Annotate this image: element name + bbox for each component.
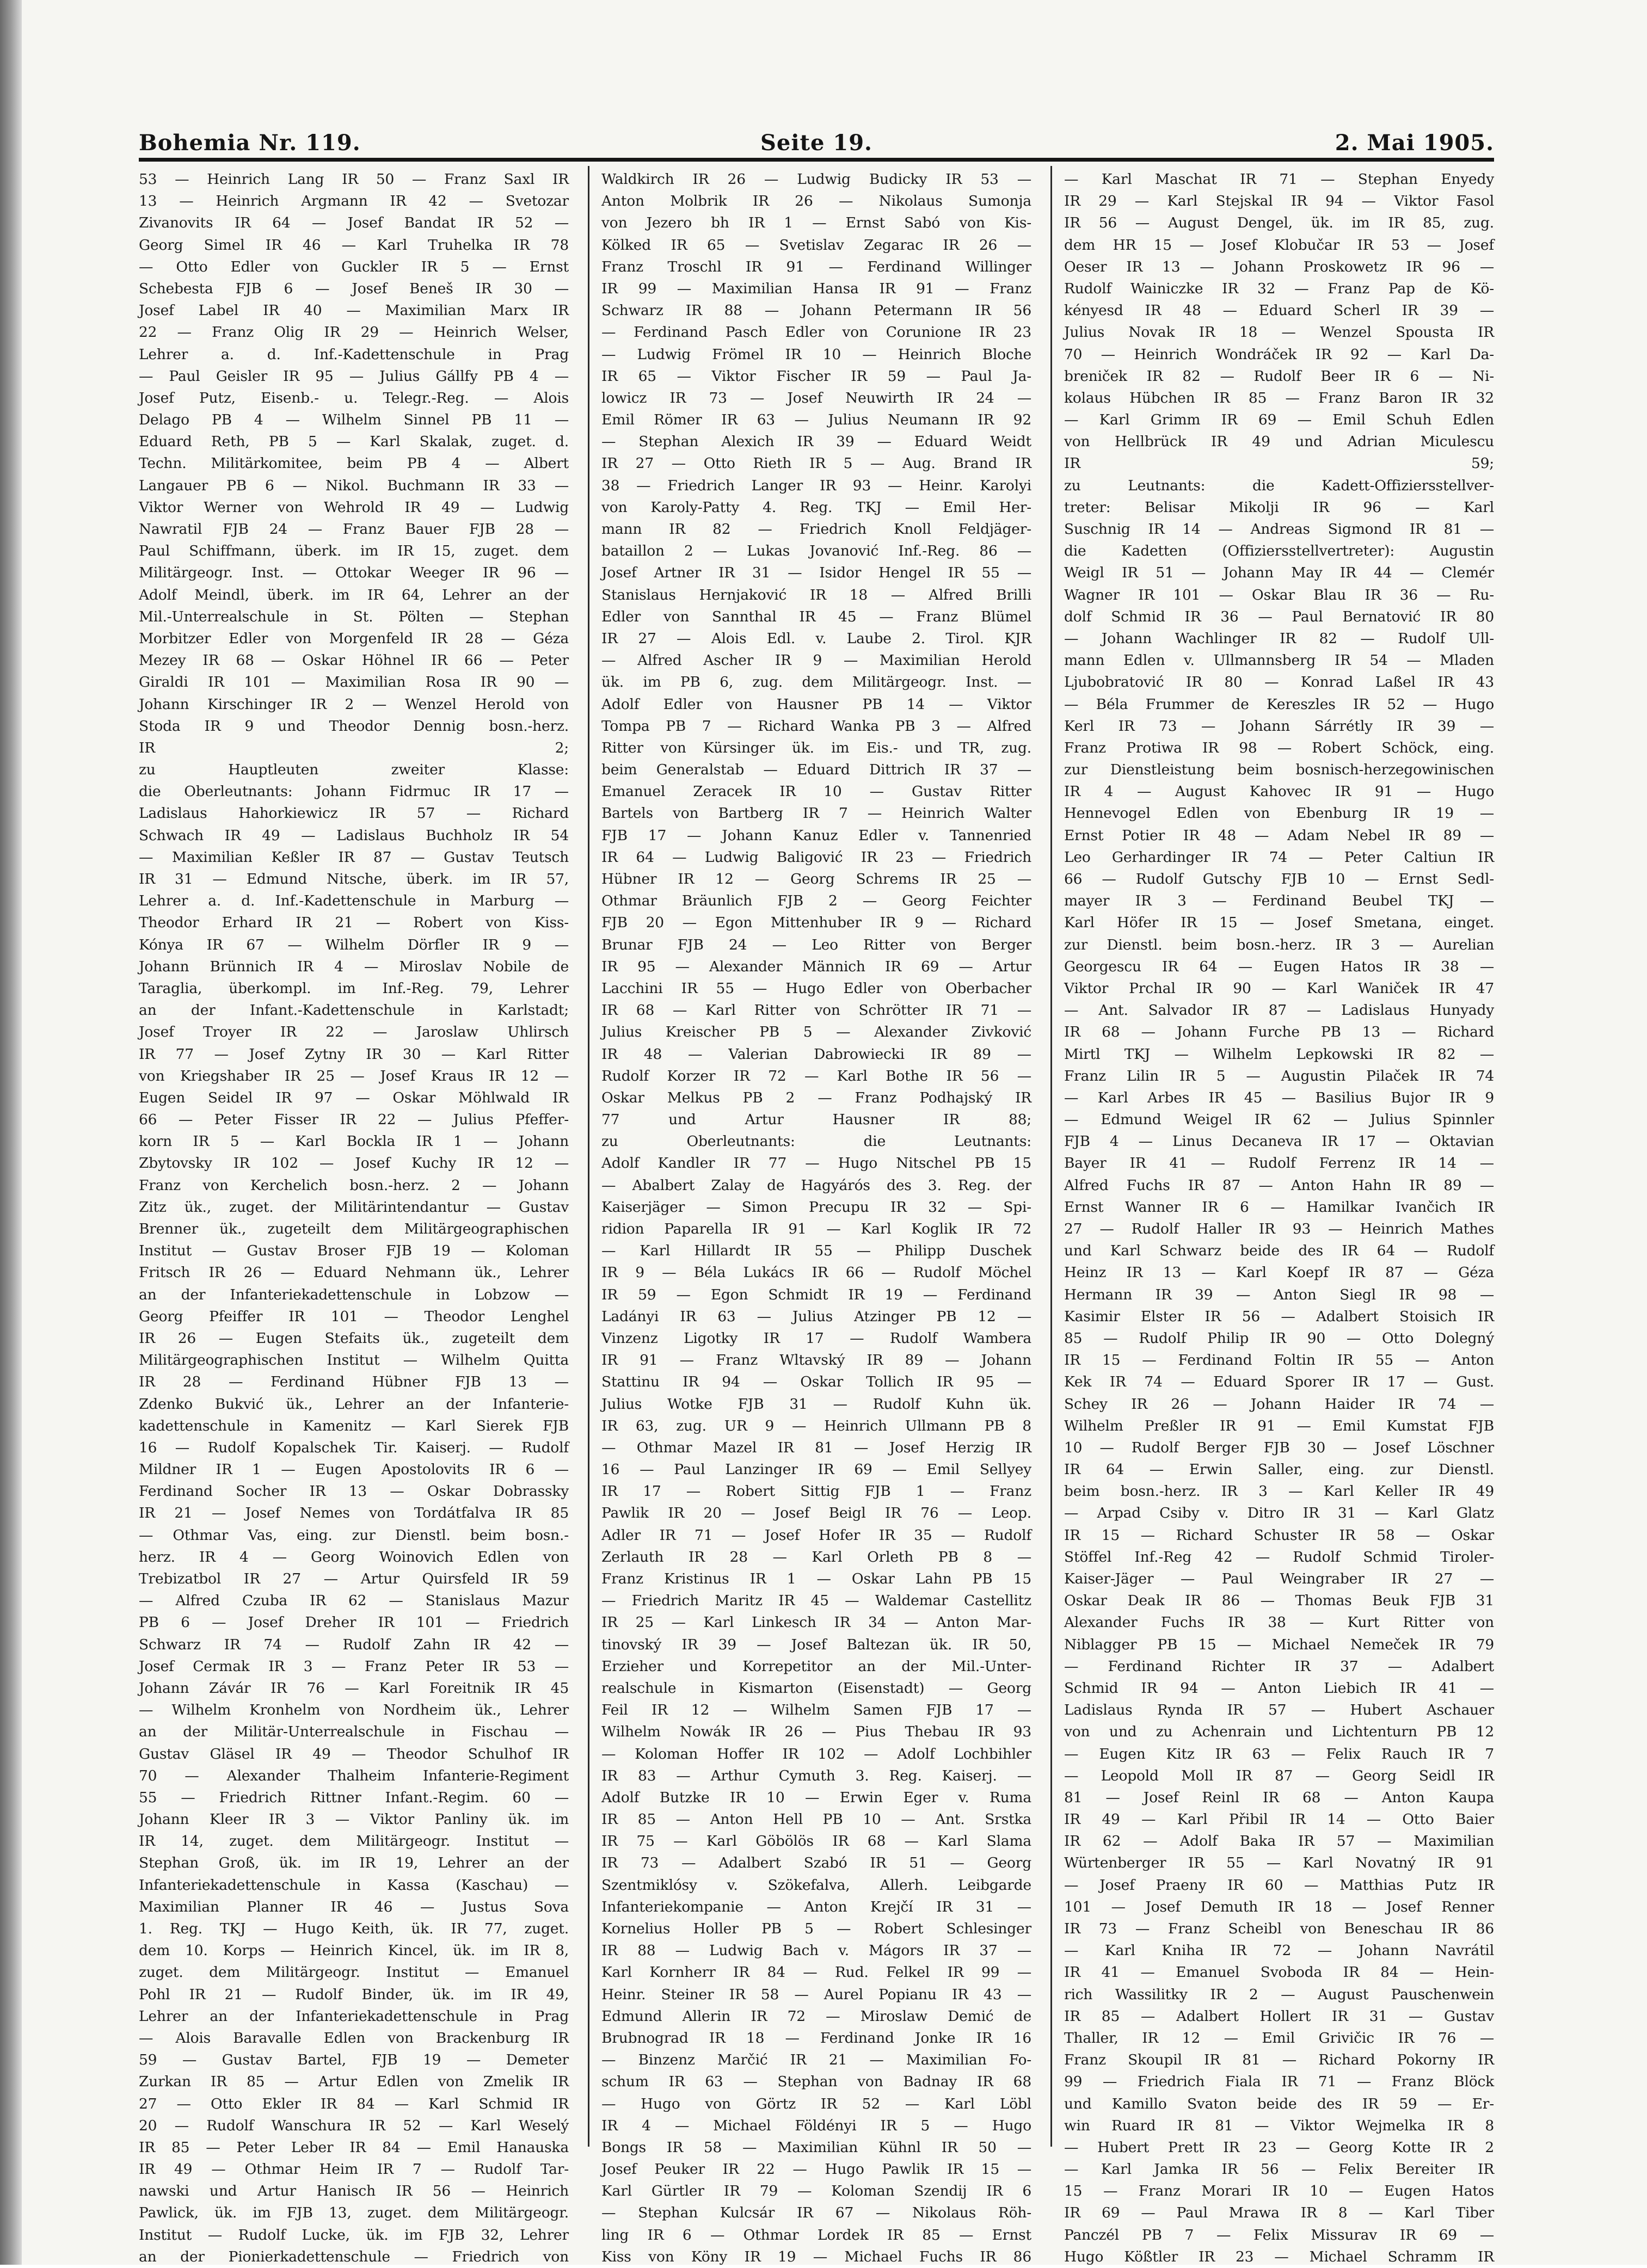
text-line: an der Infanteriekadettenschule in Lobzow —: [139, 1286, 569, 1303]
text-line: — Karl Hillardt IR 55 — Philipp Duschek: [601, 1242, 1031, 1260]
text-line: 99 — Friedrich Fiala IR 71 — Franz Blöck: [1064, 2073, 1494, 2091]
text-line: von Hellbrück IR 49 und Adrian Miculescu: [1064, 433, 1494, 451]
text-line: Schwarz IR 74 — Rudolf Zahn IR 42 —: [139, 1636, 569, 1653]
text-line: beim Generalstab — Eduard Dittrich IR 37 —: [601, 761, 1031, 779]
text-line: IR 64 — Ludwig Baligović IR 23 — Friedrich: [601, 848, 1031, 866]
text-line: Karl Gürtler IR 79 — Koloman Szendij IR 6: [601, 2183, 1031, 2200]
scan-edge: [0, 0, 22, 2265]
text-line: Edmund Allerin IR 72 — Miroslaw Demić de: [601, 2007, 1031, 2025]
text-line: Georg Simel IR 46 — Karl Truhelka IR 78: [139, 236, 569, 254]
text-line: realschule in Kismarton (Eisenstadt) — Georg: [601, 1679, 1031, 1697]
text-line: Ladislaus Hahorkiewicz IR 57 — Richard: [139, 805, 569, 822]
text-line: Josef Artner IR 31 — Isidor Hengel IR 55 —: [601, 564, 1031, 582]
text-line: Taraglia, überkompl. im Inf.-Reg. 79, Lehrer: [139, 979, 569, 997]
text-line: Kerl IR 73 — Johann Sárrétly IR 39 —: [1064, 717, 1494, 735]
text-line: nawski und Artur Hanisch IR 56 — Heinrich: [139, 2183, 569, 2200]
text-line: win Ruard IR 81 — Viktor Wejmelka IR 8: [1064, 2117, 1494, 2134]
text-line: von und zu Achenrain und Lichtenturn PB 12: [1064, 1723, 1494, 1741]
text-line: 13 — Heinrich Argmann IR 42 — Svetozar: [139, 193, 569, 210]
text-line: IR 59;: [1064, 455, 1494, 472]
text-line: Giraldi IR 101 — Maximilian Rosa IR 90 —: [139, 674, 569, 691]
text-line: dolf Schmid IR 36 — Paul Bernatović IR 80: [1064, 608, 1494, 625]
text-line: Kek IR 74 — Eduard Sporer IR 17 — Gust.: [1064, 1373, 1494, 1391]
text-line: — Leopold Moll IR 87 — Georg Seidl IR: [1064, 1767, 1494, 1784]
text-line: 101 — Josef Demuth IR 18 — Josef Renner: [1064, 1898, 1494, 1915]
text-line: mayer IR 3 — Ferdinand Beubel TKJ —: [1064, 892, 1494, 910]
text-line: Hermann IR 39 — Anton Siegl IR 98 —: [1064, 1286, 1494, 1303]
text-line: — Ant. Salvador IR 87 — Ladislaus Hunyady: [1064, 1002, 1494, 1019]
text-line: Delago PB 4 — Wilhelm Sinnel PB 11 —: [139, 411, 569, 429]
text-line: IR 56 — August Dengel, ük. im IR 85, zug.: [1064, 214, 1494, 232]
text-line: IR 85 — Anton Hell PB 10 — Ant. Srstka: [601, 1811, 1031, 1828]
text-line: Hennevogel Edlen von Ebenburg IR 19 —: [1064, 805, 1494, 822]
text-line: IR 63, zug. UR 9 — Heinrich Ullmann PB 8: [601, 1417, 1031, 1434]
text-line: Stanislaus Hernjaković IR 18 — Alfred Brilli: [601, 586, 1031, 603]
text-line: IR 4 — Michael Földényi IR 5 — Hugo: [601, 2117, 1031, 2134]
text-line: IR 73 — Adalbert Szabó IR 51 — Georg: [601, 1854, 1031, 1872]
text-line: Kónya IR 67 — Wilhelm Dörfler IR 9 —: [139, 936, 569, 953]
text-line: 10 — Rudolf Berger FJB 30 — Josef Löschner: [1064, 1439, 1494, 1456]
text-line: IR 25 — Karl Linkesch IR 34 — Anton Mar-: [601, 1614, 1031, 1631]
text-line: Kölked IR 65 — Svetislav Zegarac IR 26 —: [601, 236, 1031, 254]
text-line: IR 68 — Karl Ritter von Schrötter IR 71 —: [601, 1002, 1031, 1019]
text-line: IR 62 — Adolf Baka IR 57 — Maximilian: [1064, 1833, 1494, 1850]
text-line: Franz Protiwa IR 98 — Robert Schöck, eing.: [1064, 739, 1494, 756]
text-line: Würtenberger IR 55 — Karl Novatný IR 91: [1064, 1854, 1494, 1872]
text-line: Lehrer a. d. Inf.-Kadettenschule in Prag: [139, 346, 569, 363]
text-line: rich Wassilitky IR 2 — August Pauschenwein: [1064, 1986, 1494, 2003]
text-line: 66 — Peter Fisser IR 22 — Julius Pfeffer-: [139, 1111, 569, 1129]
text-line: IR 88 — Ludwig Bach v. Mágors IR 37 —: [601, 1942, 1031, 1959]
text-line: Nawratil FJB 24 — Franz Bauer FJB 28 —: [139, 521, 569, 538]
text-line: 77 und Artur Hausner IR 88;: [601, 1111, 1031, 1129]
text-line: IR 29 — Karl Stejskal IR 94 — Viktor Fasol: [1064, 193, 1494, 210]
text-line: Vinzenz Ligotky IR 17 — Rudolf Wambera: [601, 1329, 1031, 1347]
text-line: Franz Troschl IR 91 — Ferdinand Willinger: [601, 258, 1031, 275]
text-line: Adler IR 71 — Josef Hofer IR 35 — Rudolf: [601, 1526, 1031, 1544]
text-line: Leo Gerhardinger IR 74 — Peter Caltiun IR: [1064, 848, 1494, 866]
text-line: Waldkirch IR 26 — Ludwig Budicky IR 53 —: [601, 171, 1031, 188]
text-line: IR 26 — Eugen Stefaits ük., zugeteilt dem: [139, 1329, 569, 1347]
text-line: Zitz ük., zuget. der Militärintendantur — Gustav: [139, 1198, 569, 1216]
text-line: Ladányi IR 63 — Julius Atzinger PB 12 —: [601, 1308, 1031, 1325]
text-line: IR 85 — Adalbert Hollert IR 31 — Gustav: [1064, 2007, 1494, 2025]
text-line: Trebizatbol IR 27 — Artur Quirsfeld IR 59: [139, 1570, 569, 1587]
text-line: Franz Kristinus IR 1 — Oskar Lahn PB 15: [601, 1570, 1031, 1587]
text-line: Ljubobratović IR 80 — Konrad Laßel IR 43: [1064, 674, 1494, 691]
text-line: — Johann Wachlinger IR 82 — Rudolf Ull-: [1064, 630, 1494, 647]
text-line: kadettenschule in Kamenitz — Karl Sierek FJB: [139, 1417, 569, 1434]
column-divider: [588, 166, 589, 2147]
text-line: IR 75 — Karl Göbölös IR 68 — Karl Slama: [601, 1833, 1031, 1850]
text-line: — Alfred Czuba IR 62 — Stanislaus Mazur: [139, 1592, 569, 1610]
text-line: — Josef Praeny IR 60 — Matthias Putz IR: [1064, 1876, 1494, 1894]
text-line: Morbitzer Edler von Morgenfeld IR 28 — Géza: [139, 630, 569, 647]
text-line: — Wilhelm Kronhelm von Nordheim ük., Lehrer: [139, 1702, 569, 1719]
text-line: Weigl IR 51 — Johann May IR 44 — Clemér: [1064, 564, 1494, 582]
text-line: Feil IR 12 — Wilhelm Samen FJB 17 —: [601, 1702, 1031, 1719]
text-line: Heinz IR 13 — Karl Koepf IR 87 — Géza: [1064, 1264, 1494, 1281]
text-line: — Binzenz Marčić IR 21 — Maximilian Fo-: [601, 2051, 1031, 2069]
text-line: 16 — Rudolf Kopalschek Tir. Kaiserj. — Rudolf: [139, 1439, 569, 1456]
text-line: Ernst Wanner IR 6 — Hamilkar Ivančich IR: [1064, 1198, 1494, 1216]
text-line: dem HR 15 — Josef Klobučar IR 53 — Josef: [1064, 236, 1494, 254]
text-line: IR 41 — Emanuel Svoboda IR 84 — Hein-: [1064, 1964, 1494, 1981]
text-line: IR 95 — Alexander Männich IR 69 — Artur: [601, 958, 1031, 975]
text-line: IR 27 — Alois Edl. v. Laube 2. Tirol. KJR: [601, 630, 1031, 647]
text-line: — Eugen Kitz IR 63 — Felix Rauch IR 7: [1064, 1745, 1494, 1762]
text-line: 22 — Franz Olig IR 29 — Heinrich Welser,: [139, 324, 569, 341]
text-line: 70 — Heinrich Wondráček IR 92 — Karl Da-: [1064, 346, 1494, 363]
text-line: Szentmiklósy v. Szökefalva, Allerh. Leibgarde: [601, 1876, 1031, 1894]
text-line: Gustav Gläsel IR 49 — Theodor Schulhof IR: [139, 1745, 569, 1762]
text-line: 70 — Alexander Thalheim Infanterie-Regiment: [139, 1767, 569, 1784]
text-line: IR 49 — Karl Přibil IR 14 — Otto Baier: [1064, 1811, 1494, 1828]
text-line: — Friedrich Maritz IR 45 — Waldemar Castellitz: [601, 1592, 1031, 1610]
text-line: Langauer PB 6 — Nikol. Buchmann IR 33 —: [139, 477, 569, 494]
page-number: Seite 19.: [760, 130, 872, 156]
issue-date: 2. Mai 1905.: [1335, 130, 1494, 156]
text-line: an der Pionierkadettenschule — Friedrich von: [139, 2248, 569, 2265]
text-line: Oskar Melkus PB 2 — Franz Podhajský IR: [601, 1089, 1031, 1106]
text-line: Infanteriekompanie — Anton Krejčí IR 31 —: [601, 1898, 1031, 1915]
text-line: Adolf Meindl, überk. im IR 64, Lehrer an der: [139, 586, 569, 603]
text-line: Adolf Kandler IR 77 — Hugo Nitschel PB 15: [601, 1155, 1031, 1172]
text-line: Othmar Bräunlich FJB 2 — Georg Feichter: [601, 892, 1031, 910]
text-line: Julius Kreischer PB 5 — Alexander Zivković: [601, 1024, 1031, 1041]
text-line: und Karl Schwarz beide des IR 64 — Rudolf: [1064, 1242, 1494, 1260]
text-line: Institut — Rudolf Lucke, ük. im FJB 32, Lehrer: [139, 2226, 569, 2244]
text-line: — Paul Geisler IR 95 — Julius Gállfy PB 4 —: [139, 367, 569, 385]
text-line: Anton Molbrik IR 26 — Nikolaus Sumonja: [601, 193, 1031, 210]
text-line: Viktor Prchal IR 90 — Karl Waniček IR 47: [1064, 979, 1494, 997]
text-line: Karl Höfer IR 15 — Josef Smetana, einget.: [1064, 914, 1494, 932]
text-column-middle: [601, 169, 1031, 2265]
text-line: zur Dienstl. beim bosn.-herz. IR 3 — Aurelian: [1064, 936, 1494, 953]
text-line: Lehrer an der Infanteriekadettenschule in Prag: [139, 2007, 569, 2025]
text-line: Viktor Werner von Wehrold IR 49 — Ludwig: [139, 498, 569, 516]
text-line: Niblagger PB 15 — Michael Nemeček IR 79: [1064, 1636, 1494, 1653]
text-line: IR 14, zuget. dem Militärgeogr. Institut —: [139, 1833, 569, 1850]
text-line: Bongs IR 58 — Maximilian Kühnl IR 50 —: [601, 2138, 1031, 2156]
text-line: IR 73 — Franz Scheibl von Beneschau IR 86: [1064, 1920, 1494, 1937]
text-line: 38 — Friedrich Langer IR 93 — Heinr. Karolyi: [601, 477, 1031, 494]
text-line: von Kriegshaber IR 25 — Josef Kraus IR 12 —: [139, 1067, 569, 1084]
text-line: IR 48 — Valerian Dabrowiecki IR 89 —: [601, 1045, 1031, 1063]
text-line: von Jezero bh IR 1 — Ernst Sabó von Kis-: [601, 214, 1031, 232]
text-line: IR 69 — Paul Mrawa IR 8 — Karl Tiber: [1064, 2204, 1494, 2222]
text-line: Mildner IR 1 — Eugen Apostolovits IR 6 —: [139, 1461, 569, 1478]
text-line: Stöffel Inf.-Reg 42 — Rudolf Schmid Tiroler-: [1064, 1548, 1494, 1566]
text-line: — Arpad Csiby v. Ditro IR 31 — Karl Glatz: [1064, 1505, 1494, 1522]
text-line: Oeser IR 13 — Johann Proskowetz IR 96 —: [1064, 258, 1494, 275]
text-line: Schmid IR 94 — Anton Liebich IR 41 —: [1064, 1679, 1494, 1697]
text-line: IR 85 — Peter Leber IR 84 — Emil Hanauska: [139, 2138, 569, 2156]
text-line: herz. IR 4 — Georg Woinovich Edlen von: [139, 1548, 569, 1566]
text-line: Heinr. Steiner IR 58 — Aurel Popianu IR 43 —: [601, 1986, 1031, 2003]
text-line: Ritter von Kürsinger ük. im Eis.- und TR, zug.: [601, 739, 1031, 756]
text-line: FJB 20 — Egon Mittenhuber IR 9 — Richard: [601, 914, 1031, 932]
text-line: an der Infant.-Kadettenschule in Karlstadt;: [139, 1002, 569, 1019]
text-line: — Othmar Mazel IR 81 — Josef Herzig IR: [601, 1439, 1031, 1456]
text-line: Paul Schiffmann, überk. im IR 15, zuget. dem: [139, 543, 569, 560]
text-line: mann Edlen v. Ullmannsberg IR 54 — Mladen: [1064, 652, 1494, 669]
text-line: IR 21 — Josef Nemes von Tordátfalva IR 85: [139, 1505, 569, 1522]
text-line: Brunar FJB 24 — Leo Ritter von Berger: [601, 936, 1031, 953]
text-line: breniček IR 82 — Rudolf Beer IR 6 — Ni-: [1064, 367, 1494, 385]
text-line: Johann Závár IR 76 — Karl Foreitnik IR 45: [139, 1679, 569, 1697]
text-line: und Kamillo Svaton beide des IR 59 — Er-: [1064, 2095, 1494, 2112]
text-line: Johann Kleer IR 3 — Viktor Panliny ük. im: [139, 1811, 569, 1828]
text-line: IR 9 — Béla Lukács IR 66 — Rudolf Möchel: [601, 1264, 1031, 1281]
text-line: Hübner IR 12 — Georg Schrems IR 25 —: [601, 871, 1031, 888]
text-line: Emanuel Zeracek IR 10 — Gustav Ritter: [601, 783, 1031, 800]
text-line: IR 28 — Ferdinand Hübner FJB 13 —: [139, 1373, 569, 1391]
text-line: Brenner ük., zugeteilt dem Militärgeographischen: [139, 1221, 569, 1237]
text-line: Thaller, IR 12 — Emil Grivičic IR 76 —: [1064, 2029, 1494, 2047]
text-line: Militärgeogr. Inst. — Ottokar Weeger IR 96 —: [139, 564, 569, 582]
text-line: Mezey IR 68 — Oskar Höhnel IR 66 — Peter: [139, 652, 569, 669]
text-line: Franz Lilin IR 5 — Augustin Pilaček IR 74: [1064, 1067, 1494, 1084]
text-line: Julius Novak IR 18 — Wenzel Spousta IR: [1064, 324, 1494, 341]
text-line: Eduard Reth, PB 5 — Karl Skalak, zuget. d.: [139, 433, 569, 451]
header-rule: [139, 158, 1494, 162]
text-line: Josef Cermak IR 3 — Franz Peter IR 53 —: [139, 1657, 569, 1675]
text-line: Kornelius Holler PB 5 — Robert Schlesinger: [601, 1920, 1031, 1937]
text-line: IR 91 — Franz Wltavský IR 89 — Johann: [601, 1352, 1031, 1369]
text-line: Institut — Gustav Broser FJB 19 — Koloman: [139, 1242, 569, 1260]
text-line: zu Hauptleuten zweiter Klasse:: [139, 761, 569, 779]
text-line: bataillon 2 — Lukas Jovanović Inf.-Reg. 86 —: [601, 543, 1031, 560]
text-line: Wilhelm Preßler IR 91 — Emil Kumstat FJB: [1064, 1417, 1494, 1434]
text-line: Rudolf Korzer IR 72 — Karl Bothe IR 56 —: [601, 1067, 1031, 1084]
text-line: — Koloman Hoffer IR 102 — Adolf Lochbihler: [601, 1745, 1031, 1762]
page-header: [139, 126, 1494, 159]
text-line: Kaiserjäger — Simon Precupu IR 32 — Spi-: [601, 1198, 1031, 1216]
text-line: 27 — Rudolf Haller IR 93 — Heinrich Mathes: [1064, 1221, 1494, 1237]
text-line: Pawlick, ük. im FJB 13, zuget. dem Militärgeogr.: [139, 2204, 569, 2222]
text-line: Bartels von Bartberg IR 7 — Heinrich Walter: [601, 805, 1031, 822]
text-line: dem 10. Korps — Heinrich Kincel, ük. im IR 8,: [139, 1942, 569, 1959]
text-line: 20 — Rudolf Wanschura IR 52 — Karl Weselý: [139, 2117, 569, 2134]
text-line: Franz von Kerchelich bosn.-herz. 2 — Johann: [139, 1176, 569, 1194]
text-line: Schey IR 26 — Johann Haider IR 74 —: [1064, 1395, 1494, 1413]
text-line: Fritsch IR 26 — Eduard Nehmann ük., Lehrer: [139, 1264, 569, 1281]
text-line: Franz Skoupil IR 81 — Richard Pokorny IR: [1064, 2051, 1494, 2069]
text-line: schum IR 63 — Stephan von Badnay IR 68: [601, 2073, 1031, 2091]
text-line: Stattinu IR 94 — Oskar Tollich IR 95 —: [601, 1373, 1031, 1391]
text-line: Schebesta FJB 6 — Josef Beneš IR 30 —: [139, 280, 569, 297]
text-line: 16 — Paul Lanzinger IR 69 — Emil Sellyey: [601, 1461, 1031, 1478]
text-line: Erzieher und Korrepetitor an der Mil.-Unter-: [601, 1657, 1031, 1675]
text-line: 15 — Franz Morari IR 10 — Eugen Hatos: [1064, 2183, 1494, 2200]
text-line: Wilhelm Nowák IR 26 — Pius Thebau IR 93: [601, 1723, 1031, 1741]
text-line: Oskar Deak IR 86 — Thomas Beuk FJB 31: [1064, 1592, 1494, 1610]
text-line: — Ferdinand Richter IR 37 — Adalbert: [1064, 1657, 1494, 1675]
text-line: Brubnograd IR 18 — Ferdinand Jonke IR 16: [601, 2029, 1031, 2047]
text-line: Karl Kornherr IR 84 — Rud. Felkel IR 99 —: [601, 1964, 1031, 1981]
text-line: Hugo Kößtler IR 23 — Michael Schramm IR: [1064, 2248, 1494, 2265]
text-line: Lehrer a. d. Inf.-Kadettenschule in Marburg —: [139, 892, 569, 910]
text-line: zu Oberleutnants: die Leutnants:: [601, 1133, 1031, 1150]
text-line: Panczél PB 7 — Felix Missurav IR 69 —: [1064, 2226, 1494, 2244]
text-line: Schwarz IR 88 — Johann Petermann IR 56: [601, 302, 1031, 319]
text-line: 66 — Rudolf Gutschy FJB 10 — Ernst Sedl-: [1064, 871, 1494, 888]
text-line: Stephan Groß, ük. im IR 19, Lehrer an der: [139, 1854, 569, 1872]
text-line: Josef Putz, Eisenb.- u. Telegr.-Reg. — Alois: [139, 389, 569, 406]
text-line: IR 31 — Edmund Nitsche, überk. im IR 57,: [139, 871, 569, 888]
text-line: 27 — Otto Ekler IR 84 — Karl Schmid IR: [139, 2095, 569, 2112]
text-line: IR 27 — Otto Rieth IR 5 — Aug. Brand IR: [601, 455, 1031, 472]
text-line: korn IR 5 — Karl Bockla IR 1 — Johann: [139, 1133, 569, 1150]
text-line: FJB 17 — Johann Kanuz Edler v. Tannenried: [601, 827, 1031, 844]
text-column-right: [1064, 169, 1494, 2265]
text-line: Pohl IR 21 — Rudolf Binder, ük. im IR 49,: [139, 1986, 569, 2003]
text-line: Mil.-Unterrealschule in St. Pölten — Stephan: [139, 608, 569, 625]
text-line: Zbytovsky IR 102 — Josef Kuchy IR 12 —: [139, 1155, 569, 1172]
text-line: Schwach IR 49 — Ladislaus Buchholz IR 54: [139, 827, 569, 844]
text-line: — Karl Maschat IR 71 — Stephan Enyedy: [1064, 171, 1494, 188]
text-line: Maximilian Planner IR 46 — Justus Sova: [139, 1898, 569, 1915]
text-line: Militärgeographischen Institut — Wilhelm Quitta: [139, 1352, 569, 1369]
text-line: kolaus Hübchen IR 85 — Franz Baron IR 32: [1064, 389, 1494, 406]
text-line: Kaiser-Jäger — Paul Weingraber IR 27 —: [1064, 1570, 1494, 1587]
text-line: lowicz IR 73 — Josef Neuwirth IR 24 —: [601, 389, 1031, 406]
text-line: Theodor Erhard IR 21 — Robert von Kiss-: [139, 914, 569, 932]
text-line: Emil Römer IR 63 — Julius Neumann IR 92: [601, 411, 1031, 429]
text-line: Georg Pfeiffer IR 101 — Theodor Lenghel: [139, 1308, 569, 1325]
text-line: IR 65 — Viktor Fischer IR 59 — Paul Ja-: [601, 367, 1031, 385]
text-line: Adolf Edler von Hausner PB 14 — Viktor: [601, 695, 1031, 713]
text-line: Kiss von Köny IR 19 — Michael Fuchs IR 86: [601, 2248, 1031, 2265]
text-line: 85 — Rudolf Philip IR 90 — Otto Dolegný: [1064, 1329, 1494, 1347]
text-line: ling IR 6 — Othmar Lordek IR 85 — Ernst: [601, 2226, 1031, 2244]
issue-label: Bohemia Nr. 119.: [139, 130, 361, 156]
text-line: — Maximilian Keßler IR 87 — Gustav Teutsch: [139, 848, 569, 866]
text-line: Adolf Butzke IR 10 — Erwin Eger v. Ruma: [601, 1789, 1031, 1806]
text-line: mann IR 82 — Friedrich Knoll Feldjäger-: [601, 521, 1031, 538]
text-line: IR 2;: [139, 739, 569, 756]
text-line: Zerlauth IR 28 — Karl Orleth PB 8 —: [601, 1548, 1031, 1566]
text-line: — Hubert Prett IR 23 — Georg Kotte IR 2: [1064, 2138, 1494, 2156]
text-line: Johann Kirschinger IR 2 — Wenzel Herold von: [139, 695, 569, 713]
text-line: Ladislaus Rynda IR 57 — Hubert Aschauer: [1064, 1702, 1494, 1719]
text-line: Ferdinand Socher IR 13 — Oskar Dobrassky: [139, 1483, 569, 1500]
text-line: Zdenko Bukvić ük., Lehrer an der Infanterie-: [139, 1395, 569, 1413]
text-line: die Kadetten (Offiziersstellvertreter): Augustin: [1064, 543, 1494, 560]
text-line: Bayer IR 41 — Rudolf Ferrenz IR 14 —: [1064, 1155, 1494, 1172]
text-line: PB 6 — Josef Dreher IR 101 — Friedrich: [139, 1614, 569, 1631]
text-line: ük. im PB 6, zug. dem Militärgeogr. Inst. —: [601, 674, 1031, 691]
text-line: Zurkan IR 85 — Artur Edlen von Zmelik IR: [139, 2073, 569, 2091]
text-line: Ernst Potier IR 48 — Adam Nebel IR 89 —: [1064, 827, 1494, 844]
text-line: treter: Belisar Mikolji IR 96 — Karl: [1064, 498, 1494, 516]
text-column-left: [139, 169, 569, 2265]
text-line: IR 15 — Ferdinand Foltin IR 55 — Anton: [1064, 1352, 1494, 1369]
text-line: 53 — Heinrich Lang IR 50 — Franz Saxl IR: [139, 171, 569, 188]
text-line: Alexander Fuchs IR 38 — Kurt Ritter von: [1064, 1614, 1494, 1631]
text-line: Kasimir Elster IR 56 — Adalbert Stoisich IR: [1064, 1308, 1494, 1325]
text-line: — Alfred Ascher IR 9 — Maximilian Herold: [601, 652, 1031, 669]
text-line: Eugen Seidel IR 97 — Oskar Möhlwald IR: [139, 1089, 569, 1106]
text-line: Georgescu IR 64 — Eugen Hatos IR 38 —: [1064, 958, 1494, 975]
text-line: Josef Troyer IR 22 — Jaroslaw Uhlirsch: [139, 1024, 569, 1041]
text-line: an der Militär-Unterrealschule in Fischau —: [139, 1723, 569, 1741]
text-line: kényesd IR 48 — Eduard Scherl IR 39 —: [1064, 302, 1494, 319]
text-line: — Alois Baravalle Edlen von Brackenburg IR: [139, 2029, 569, 2047]
text-line: tinovský IR 39 — Josef Baltezan ük. IR 50,: [601, 1636, 1031, 1653]
text-line: Rudolf Wainiczke IR 32 — Franz Pap de Kö-: [1064, 280, 1494, 297]
text-line: IR 99 — Maximilian Hansa IR 91 — Franz: [601, 280, 1031, 297]
text-line: Suschnig IR 14 — Andreas Sigmond IR 81 —: [1064, 521, 1494, 538]
text-line: Josef Peuker IR 22 — Hugo Pawlik IR 15 —: [601, 2161, 1031, 2178]
text-line: Lacchini IR 55 — Hugo Edler von Oberbacher: [601, 979, 1031, 997]
text-line: 59 — Gustav Bartel, FJB 19 — Demeter: [139, 2051, 569, 2069]
text-line: zuget. dem Militärgeogr. Institut — Emanuel: [139, 1964, 569, 1981]
text-line: ridion Paparella IR 91 — Karl Koglik IR 72: [601, 1221, 1031, 1237]
text-line: — Otto Edler von Guckler IR 5 — Ernst: [139, 258, 569, 275]
text-line: IR 68 — Johann Furche PB 13 — Richard: [1064, 1024, 1494, 1041]
text-line: — Karl Kniha IR 72 — Johann Navrátil: [1064, 1942, 1494, 1959]
text-line: IR 15 — Richard Schuster IR 58 — Oskar: [1064, 1526, 1494, 1544]
text-line: 81 — Josef Reinl IR 68 — Anton Kaupa: [1064, 1789, 1494, 1806]
text-line: zur Dienstleistung beim bosnisch-herzegowinischen: [1064, 761, 1494, 779]
text-line: Alfred Fuchs IR 87 — Anton Hahn IR 89 —: [1064, 1176, 1494, 1194]
text-line: IR 64 — Erwin Saller, eing. zur Dienstl.: [1064, 1461, 1494, 1478]
text-line: IR 49 — Othmar Heim IR 7 — Rudolf Tar-: [139, 2161, 569, 2178]
text-line: beim bosn.-herz. IR 3 — Karl Keller IR 49: [1064, 1483, 1494, 1500]
text-line: — Stephan Alexich IR 39 — Eduard Weidt: [601, 433, 1031, 451]
text-line: — Ludwig Frömel IR 10 — Heinrich Bloche: [601, 346, 1031, 363]
text-line: — Béla Frummer de Kereszles IR 52 — Hugo: [1064, 695, 1494, 713]
text-line: IR 77 — Josef Zytny IR 30 — Karl Ritter: [139, 1045, 569, 1063]
text-line: — Edmund Weigel IR 62 — Julius Spinnler: [1064, 1111, 1494, 1129]
text-line: IR 83 — Arthur Cymuth 3. Reg. Kaiserj. —: [601, 1767, 1031, 1784]
text-line: — Othmar Vas, eing. zur Dienstl. beim bosn.-: [139, 1526, 569, 1544]
text-line: Edler von Sannthal IR 45 — Franz Blümel: [601, 608, 1031, 625]
text-line: Stoda IR 9 und Theodor Dennig bosn.-herz.: [139, 717, 569, 735]
text-line: Mirtl TKJ — Wilhelm Lepkowski IR 82 —: [1064, 1045, 1494, 1063]
column-divider: [1050, 166, 1052, 2147]
text-line: Josef Label IR 40 — Maximilian Marx IR: [139, 302, 569, 319]
text-line: IR 4 — August Kahovec IR 91 — Hugo: [1064, 783, 1494, 800]
text-line: zu Leutnants: die Kadett-Offiziersstellver-: [1064, 477, 1494, 494]
text-line: Julius Wotke FJB 31 — Rudolf Kuhn ük.: [601, 1395, 1031, 1413]
text-line: von Karoly-Patty 4. Reg. TKJ — Emil Her-: [601, 498, 1031, 516]
text-line: — Hugo von Görtz IR 52 — Karl Löbl: [601, 2095, 1031, 2112]
text-line: Wagner IR 101 — Oskar Blau IR 36 — Ru-: [1064, 586, 1494, 603]
text-line: FJB 4 — Linus Decaneva IR 17 — Oktavian: [1064, 1133, 1494, 1150]
text-line: — Abalbert Zalay de Hagyárós des 3. Reg. der: [601, 1176, 1031, 1194]
text-line: Zivanovits IR 64 — Josef Bandat IR 52 —: [139, 214, 569, 232]
text-line: — Karl Jamka IR 56 — Felix Bereiter IR: [1064, 2161, 1494, 2178]
text-line: — Ferdinand Pasch Edler von Corunione IR 23: [601, 324, 1031, 341]
text-line: — Karl Grimm IR 69 — Emil Schuh Edlen: [1064, 411, 1494, 429]
text-line: IR 59 — Egon Schmidt IR 19 — Ferdinand: [601, 1286, 1031, 1303]
text-line: die Oberleutnants: Johann Fidrmuc IR 17 —: [139, 783, 569, 800]
text-line: 1. Reg. TKJ — Hugo Keith, ük. IR 77, zuget.: [139, 1920, 569, 1937]
text-line: Infanteriekadettenschule in Kassa (Kaschau) —: [139, 1876, 569, 1894]
text-line: 55 — Friedrich Rittner Infant.-Regim. 60 —: [139, 1789, 569, 1806]
text-line: Techn. Militärkomitee, beim PB 4 — Albert: [139, 455, 569, 472]
text-line: Pawlik IR 20 — Josef Beigl IR 76 — Leop.: [601, 1505, 1031, 1522]
text-line: — Karl Arbes IR 45 — Basilius Bujor IR 9: [1064, 1089, 1494, 1106]
text-line: — Stephan Kulcsár IR 67 — Nikolaus Röh-: [601, 2204, 1031, 2222]
text-line: Tompa PB 7 — Richard Wanka PB 3 — Alfred: [601, 717, 1031, 735]
text-line: Johann Brünnich IR 4 — Miroslav Nobile de: [139, 958, 569, 975]
text-line: IR 17 — Robert Sittig FJB 1 — Franz: [601, 1483, 1031, 1500]
